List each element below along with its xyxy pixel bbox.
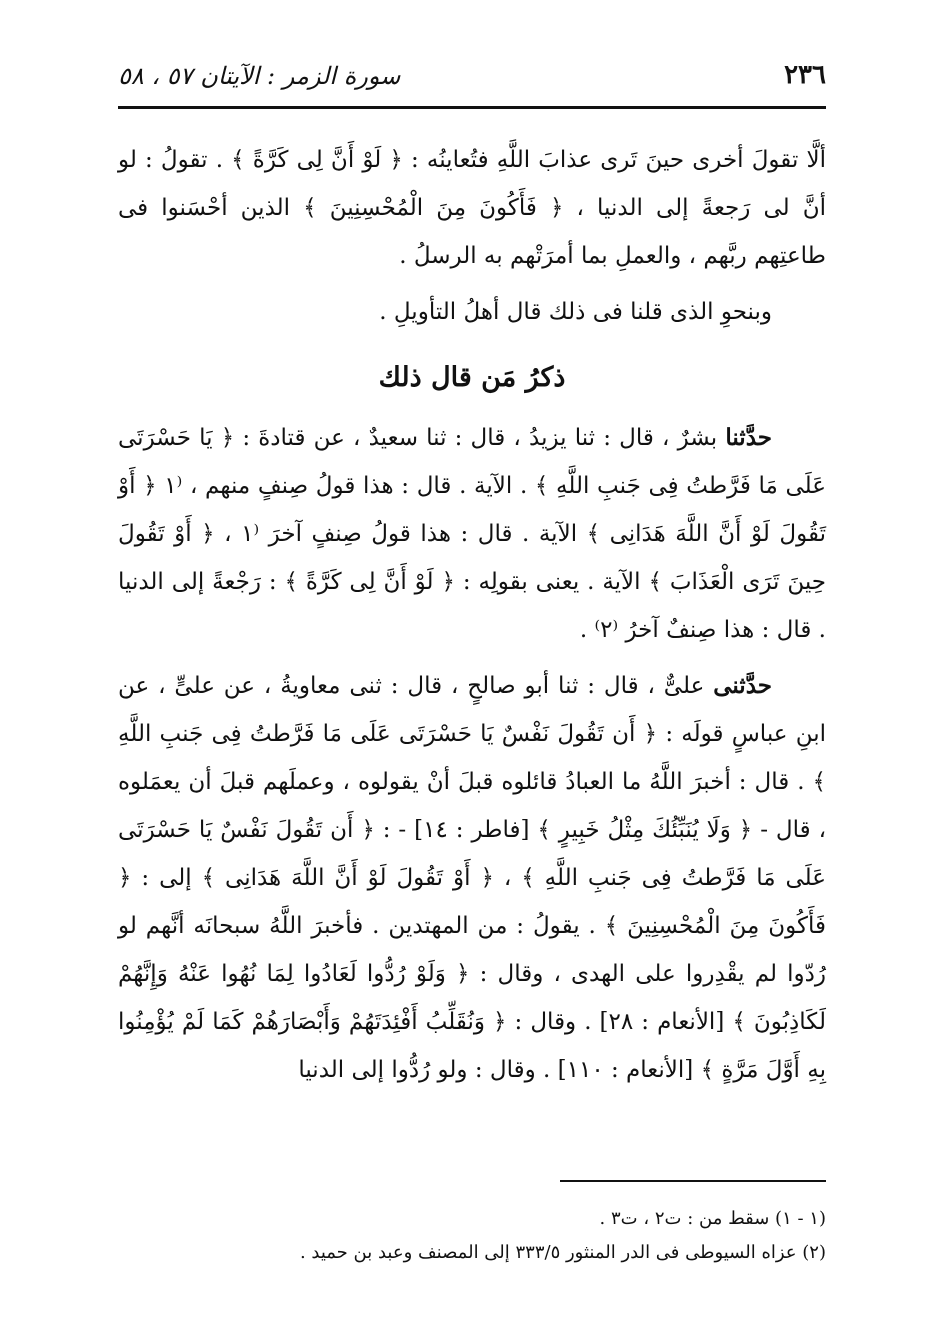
footnotes (118, 1202, 826, 1270)
page-number: ٢٣٦ (784, 60, 826, 90)
main-text (118, 136, 826, 1094)
hadith-lead: حدَّثنى (713, 672, 772, 699)
paragraph: وبنحوِ الذى قلنا فى ذلك قال أهلُ التأويلِ . (379, 299, 772, 325)
running-title: سورة الزمر : الآيتان ٥٧ ، ٥٨ (118, 62, 401, 90)
hadith-paragraph (118, 662, 826, 1094)
hadith-paragraph (118, 414, 826, 654)
page-header (118, 58, 826, 98)
hadith-lead: حدَّثنا (725, 424, 772, 451)
hadith-text: بشرٌ ، قال : ثنا يزيدُ ، قال : ثنا سعيدٌ ، عن قتادةَ : ﴿ يَا حَسْرَتَى عَلَى مَا فَرَّطتُ فِى جَنبِ اللَّهِ ﴾ . الآية . قال : هذا قولُ صِنفٍ منهم ، ⁽١ ﴿ أَوْ تَقُولَ لَوْ أَنَّ اللَّهَ هَدَانِى ﴾ الآية . قال : هذا قولُ صِنفٍ آخرَ ⁽١ ، ﴿ أَوْ تَقُولَ حِينَ تَرَى الْعَذَابَ ﴾ الآية . يعنى بقولِه : ﴿ لَوْ أَنَّ لِى كَرَّةً ﴾ : رَجْعةً إلى الدنيا . قال : هذا صِنفٌ آخرُ ⁽٢⁾ . (118, 425, 826, 643)
footnote: (٢) عزاه السيوطى فى الدر المنثور ٣٣٣/٥ إلى المصنف وعبد بن حميد . (299, 1242, 826, 1263)
footnote: (١ - ١) سقط من : ت٢ ، ت٣ . (599, 1208, 826, 1229)
footnote-rule (560, 1180, 826, 1182)
section-heading: ذكرُ مَن قال ذلك (378, 362, 566, 393)
header-rule (118, 106, 826, 109)
paragraph: ألَّا تقولَ أخرى حينَ تَرى عذابَ اللَّهِ فتُعاينُه : ﴿ لَوْ أَنَّ لِى كَرَّةً ﴾ . تقولُ : لو أنَّ لى رَجعةً إلى الدنيا ، ﴿ فَأَكُونَ مِنَ الْمُحْسِنِينَ ﴾ الذين أحْسَنوا فى طاعتِهم ربَّهم ، والعملِ بما أمرَتْهم به الرسلُ . (118, 147, 826, 269)
hadith-text: علىٌّ ، قال : ثنا أبو صالحٍ ، قال : ثنى معاويةُ ، عن علىٍّ ، عن ابنِ عباسٍ قولَه : ﴿ أَن تَقُولَ نَفْسٌ يَا حَسْرَتَى عَلَى مَا فَرَّطتُ فِى جَنبِ اللَّهِ ﴾ . قال : أخبرَ اللَّهُ ما العبادُ قائلوه قبلَ أنْ يقولوه ، وعملَهم قبلَ أن يعمَلوه ، قال - ﴿ وَلَا يُنَبِّئُكَ مِثْلُ خَبِيرٍ ﴾ [فاطر : ١٤] - : ﴿ أَن تَقُولَ نَفْسٌ يَا حَسْرَتَى عَلَى مَا فَرَّطتُ فِى جَنبِ اللَّهِ ﴾ ، ﴿ أَوْ تَقُولَ لَوْ أَنَّ اللَّهَ هَدَانِى ﴾ إلى : ﴿ فَأَكُونَ مِنَ الْمُحْسِنِينَ ﴾ . يقولُ : من المهتدين . فأخبرَ اللَّهُ سبحانَه أنَّهم لو رُدّوا لم يقْدِروا على الهدى ، وقال : ﴿ وَلَوْ رُدُّوا لَعَادُوا لِمَا نُهُوا عَنْهُ وَإِنَّهُمْ لَكَاذِبُونَ ﴾ [الأنعام : ٢٨] . وقال : ﴿ وَنُقَلِّبُ أَفْئِدَتَهُمْ وَأَبْصَارَهُمْ كَمَا لَمْ يُؤْمِنُوا بِهِ أَوَّلَ مَرَّةٍ ﴾ [الأنعام : ١١٠] . وقال : ولو رُدُّوا إلى الدنيا (118, 673, 826, 1083)
